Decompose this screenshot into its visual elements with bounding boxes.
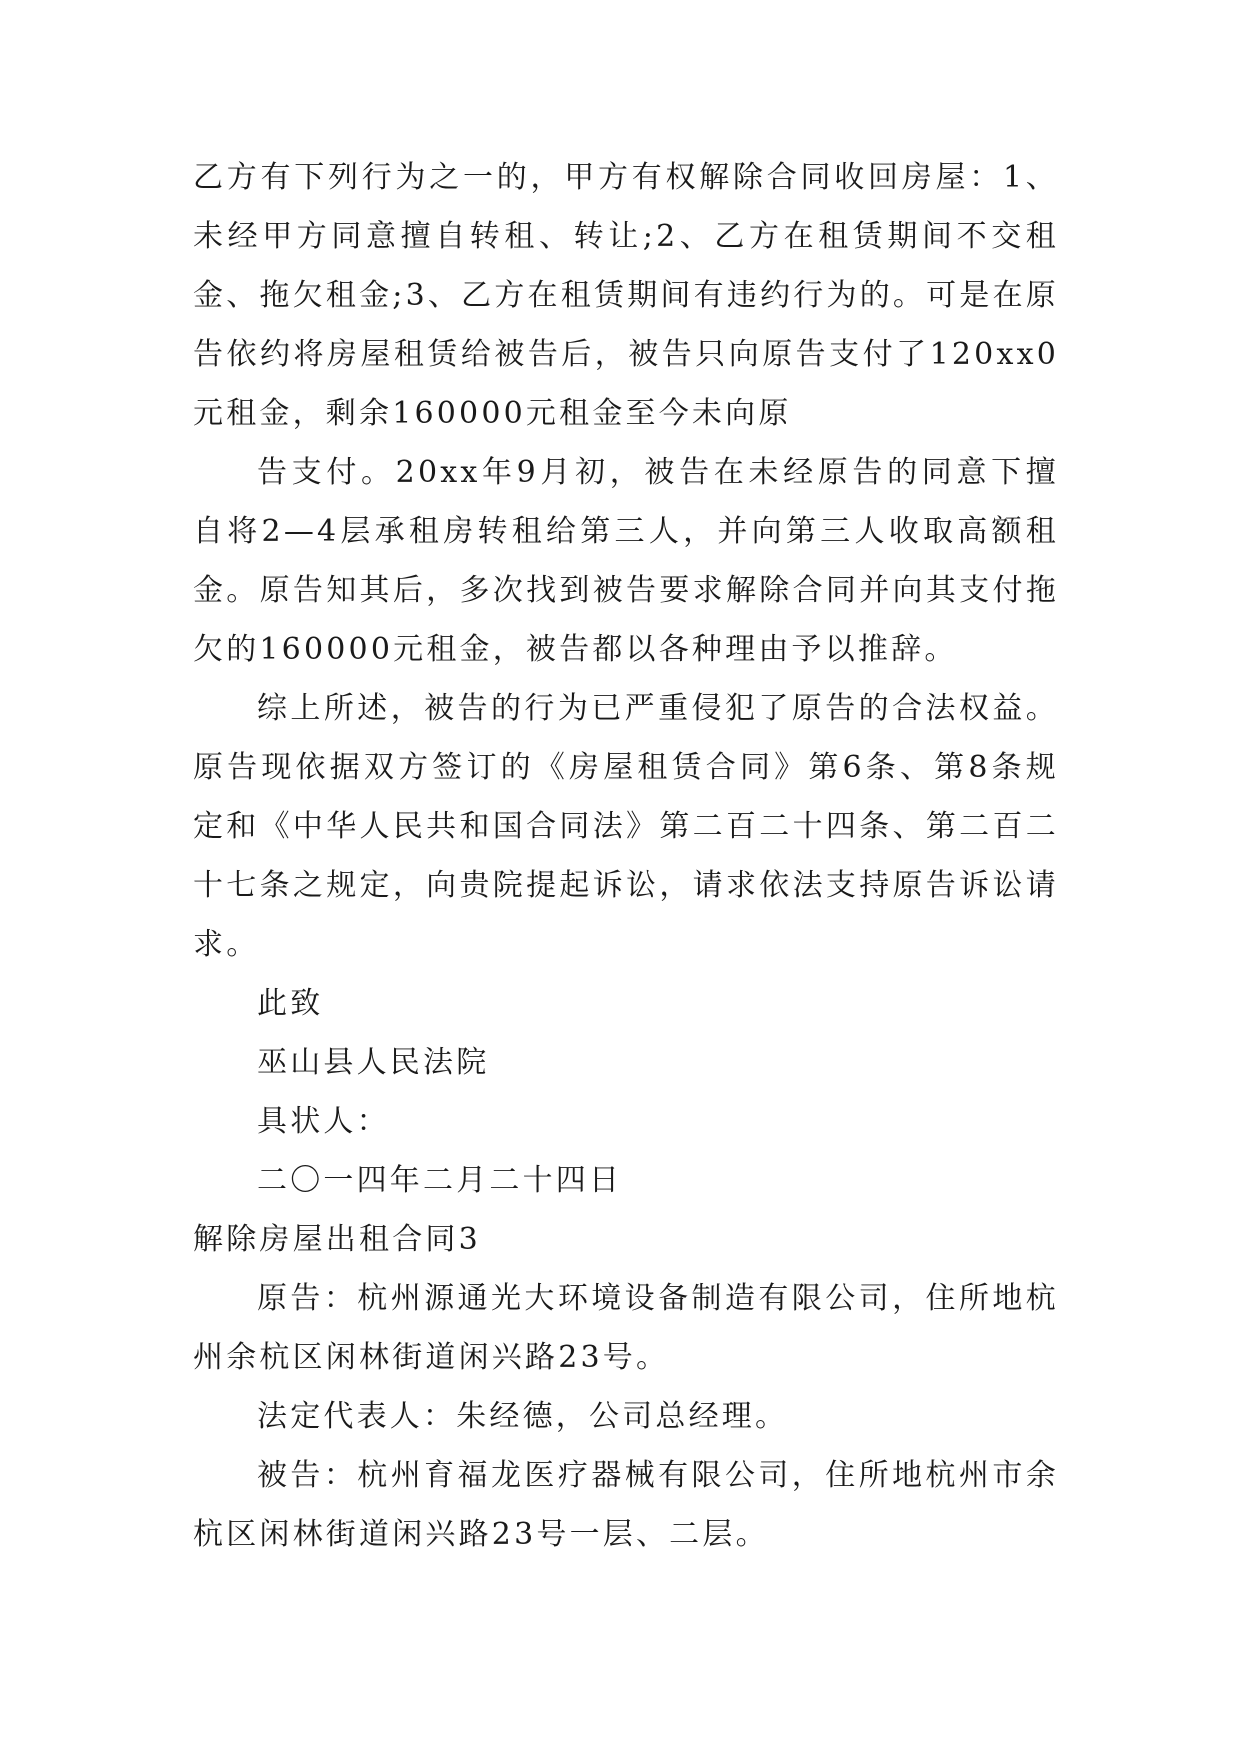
paragraph-sublease-facts: 告支付。20xx年9月初，被告在未经原告的同意下擅自将2—4层承租房转租给第三人，并向第三人收取高额租金。原告知其后，多次找到被告要求解除合同并向其支付拖欠的160000元租金，被告都以各种理由予以推辞。 [193,455,1059,667]
salutation: 此致 [257,986,324,1021]
signer-label: 具状人： [257,1104,390,1139]
legal-representative: 法定代表人：朱经德，公司总经理。 [257,1399,789,1434]
section-title: 解除房屋出租合同3 [193,1222,481,1257]
document-date: 二〇一四年二月二十四日 [257,1163,623,1198]
document-body [193,148,1059,1564]
paragraph-conclusion: 综上所述，被告的行为已严重侵犯了原告的合法权益。原告现依据双方签订的《房屋租赁合同》第6条、第8条规定和《中华人民共和国合同法》第二百二十四条、第二百二十七条之规定，向贵院提起诉讼，请求依法支持原告诉讼请求。 [193,691,1059,962]
court-name: 巫山县人民法院 [257,1045,490,1080]
plaintiff-info: 原告：杭州源通光大环境设备制造有限公司，住所地杭州余杭区闲林街道闲兴路23号。 [193,1281,1059,1375]
defendant-info: 被告：杭州育福龙医疗器械有限公司，住所地杭州市余杭区闲林街道闲兴路23号一层、二层。 [193,1458,1059,1552]
paragraph-termination-clause: 乙方有下列行为之一的，甲方有权解除合同收回房屋：1、未经甲方同意擅自转租、转让;2、乙方在租赁期间不交租金、拖欠租金;3、乙方在租赁期间有违约行为的。可是在原告依约将房屋租赁给被告后，被告只向原告支付了120xx0元租金，剩余160000元租金至今未向原 [193,160,1059,431]
